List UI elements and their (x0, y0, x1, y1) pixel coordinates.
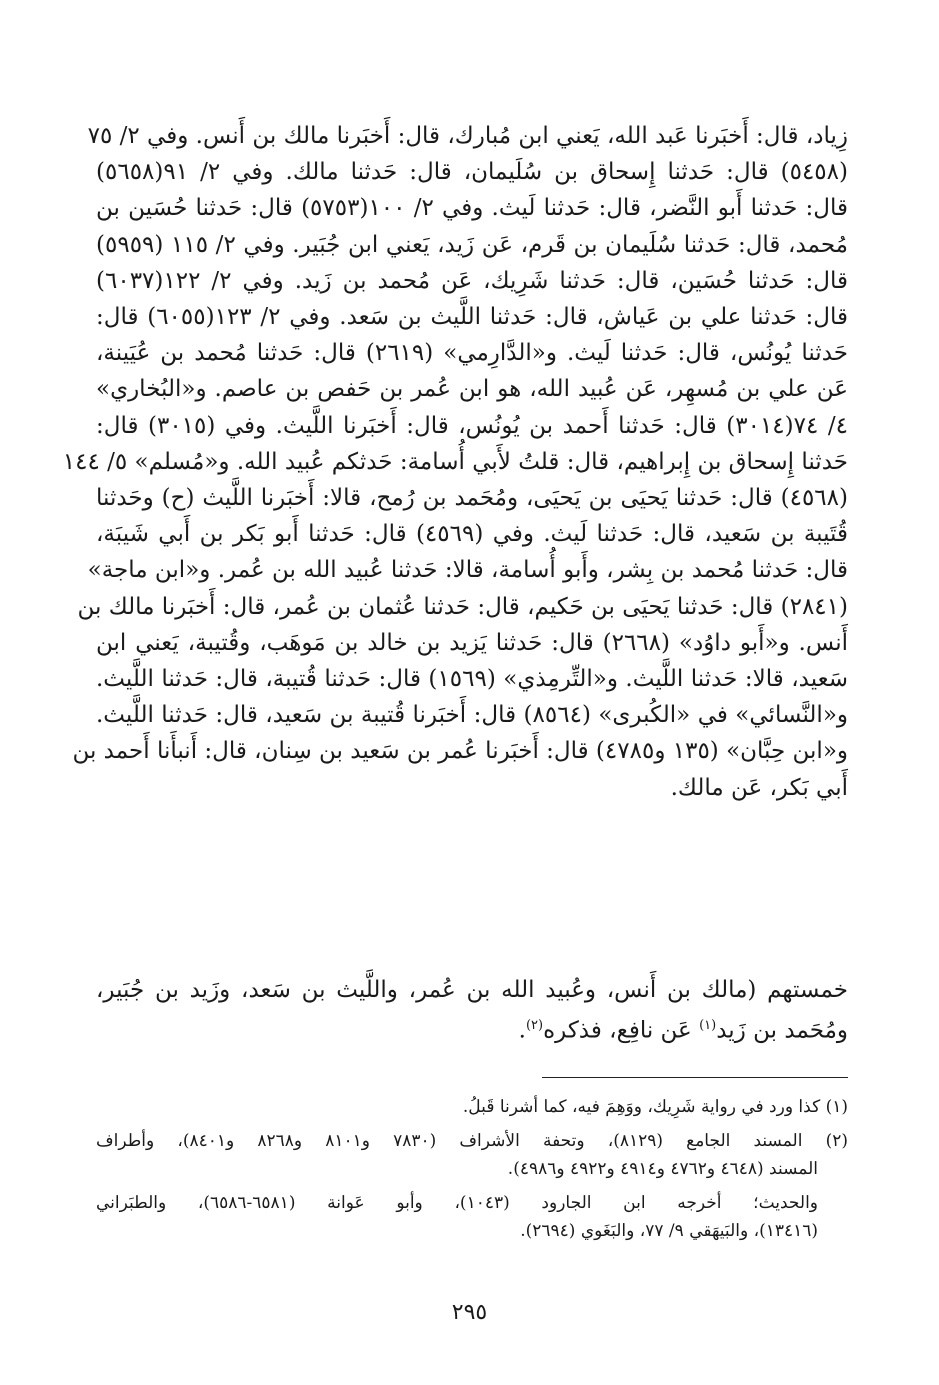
text-line: (٢٨٤١) قال: حَدثنا يَحيَى بن حَكيم، قال: حَدثنا عُثمان بن عُمر، قال: أَخبَرنا مالك بن (77, 593, 848, 620)
text-line: قال: حَدثنا علي بن عَياش، قال: حَدثنا اللَّيث بن سَعد. وفي ٢/ ١٢٣(٦٠٥٥) قال: (96, 304, 849, 331)
text-line: أَبي بَكر، عَن مالك. (670, 774, 848, 801)
text-line: قال: حَدثنا مُحمد بن بِشر، وأَبو أُسامة، قالا: حَدثنا عُبيد الله بن عُمر. و«ابن ماجة» (87, 557, 848, 584)
footnotes (96, 1093, 848, 1251)
text-line: مُحمد، قال: حَدثنا سُلَيمان بن قَرم، عَن زَيد، يَعني ابن جُبَير. وفي ٢/ ١١٥ (٥٩٥٩) (96, 231, 849, 258)
text-line: عَن علي بن مُسهِر، عَن عُبيد الله، هو ابن عُمر بن حَفص بن عاصم. و«البُخاري» (96, 376, 848, 403)
text-line: حَدثنا إِسحاق بن إِبراهيم، قال: قلتُ لأَبي أُسامة: حَدثكم عُبيد الله. و«مُسلم» ٥/ ١٤٤ (62, 448, 848, 475)
text-line: سَعيد، قالا: حَدثنا اللَّيث. و«التِّرمِذي» (١٥٦٩) قال: حَدثنا قُتيبة، قال: حَدثنا اللَّيث. (96, 666, 848, 693)
page-number: ٢٩٥ (451, 1300, 488, 1325)
closing-text: عَن نافِع، فذكره (543, 1017, 700, 1044)
footnote-line: المسند (٤٦٤٨ و٤٧٦٢ و٤٩١٤ و٤٩٢٢ و٤٩٨٦). (507, 1159, 818, 1179)
text-line: حَدثنا يُونُس، قال: حَدثنا لَيث. و«الدَّارِمي» (٢٦١٩) قال: حَدثنا مُحمد بن عُيَينة، (96, 340, 848, 367)
footnote-1 (96, 1093, 848, 1122)
closing-paragraph (96, 972, 848, 1049)
footnote-line: (١) كذا ورد في رواية شَرِيك، ووَهِمَ فيه، كما أشرنا قَبلُ. (462, 1097, 848, 1117)
closing-text: . (518, 1017, 526, 1044)
main-text-block (62, 118, 849, 806)
footnote-divider (542, 1077, 848, 1078)
text-line: ٤/ ٧٤(٣٠١٤) قال: حَدثنا أَحمد بن يُونُس، قال: أَخبَرنا اللَّيث. وفي (٣٠١٥) قال: (96, 412, 848, 439)
text-line: قُتَيبة بن سَعيد، قال: حَدثنا لَيث. وفي (٤٥٦٩) قال: حَدثنا أَبو بَكر بن أَبي شَيبَة، (96, 521, 848, 548)
closing-line (96, 1008, 848, 1049)
closing-text: ومُحَمد بن زَيد (716, 1017, 848, 1044)
footnote-2 (96, 1127, 848, 1184)
footnote-ref-1: (١) (699, 1018, 717, 1033)
footnote-ref-2: (٢) (525, 1018, 544, 1033)
footnote-line: (٢) المسند الجامع (٨١٢٩)، وتحفة الأشراف (٧٨٣٠ و٨١٠١ و٨٢٦٨ و٨٤٠١)، وأطراف (96, 1130, 848, 1151)
footnote-line: (١٣٤١٦)، والبَيهَقي ٩/ ٧٧، والبَغَوي (٢٦٩٤). (520, 1221, 818, 1241)
closing-line: خمستهم (مالك بن أَنس، وعُبيد الله بن عُمر، واللَّيث بن سَعد، وزَيد بن جُبَير، (96, 977, 848, 1003)
text-line: قال: حَدثنا أَبو النَّضر، قال: حَدثنا لَيث. وفي ٢/ ١٠٠(٥٧٥٣) قال: حَدثنا حُسَين بن (96, 195, 848, 222)
text-line: (٥٤٥٨) قال: حَدثنا إِسحاق بن سُلَيمان، قال: حَدثنا مالك. وفي ٢/ ٩١(٥٦٥٨) (96, 159, 848, 186)
text-line: و«ابن حِبَّان» (١٣٥ و٤٧٨٥) قال: أَخبَرنا عُمر بن سَعيد بن سِنان، قال: أَنبأَنا أَحمد بن (72, 738, 848, 765)
text-line: أَنس. و«أَبو داوُد» (٢٦٦٨) قال: حَدثنا يَزيد بن خالد بن مَوهَب، وقُتيبة، يَعني ابن (96, 629, 848, 656)
text-line: قال: حَدثنا حُسَين، قال: حَدثنا شَرِيك، عَن مُحمد بن زَيد. وفي ٢/ ١٢٢(٦٠٣٧) (96, 267, 848, 294)
text-line: زِياد، قال: أَخبَرنا عَبد الله، يَعني ابن مُبارك، قال: أَخبَرنا مالك بن أَنس. وفي ٢/ ٧٥ (87, 123, 848, 149)
footnote-2-continued (96, 1189, 848, 1246)
text-line: (٤٥٦٨) قال: حَدثنا يَحيَى بن يَحيَى، ومُحَمد بن رُمح، قالا: أَخبَرنا اللَّيث (ح) وحَدثنا (96, 485, 848, 512)
footnote-line: والحديث؛ أخرجه ابن الجارود (١٠٤٣)، وأبو عَوانة (٦٥٨١-٦٥٨٦)، والطبَراني (96, 1192, 819, 1213)
text-line: و«النَّسائي» في «الكُبرى» (٨٥٦٤) قال: أَخبَرنا قُتيبة بن سَعيد، قال: حَدثنا اللَّيث. (96, 702, 848, 729)
